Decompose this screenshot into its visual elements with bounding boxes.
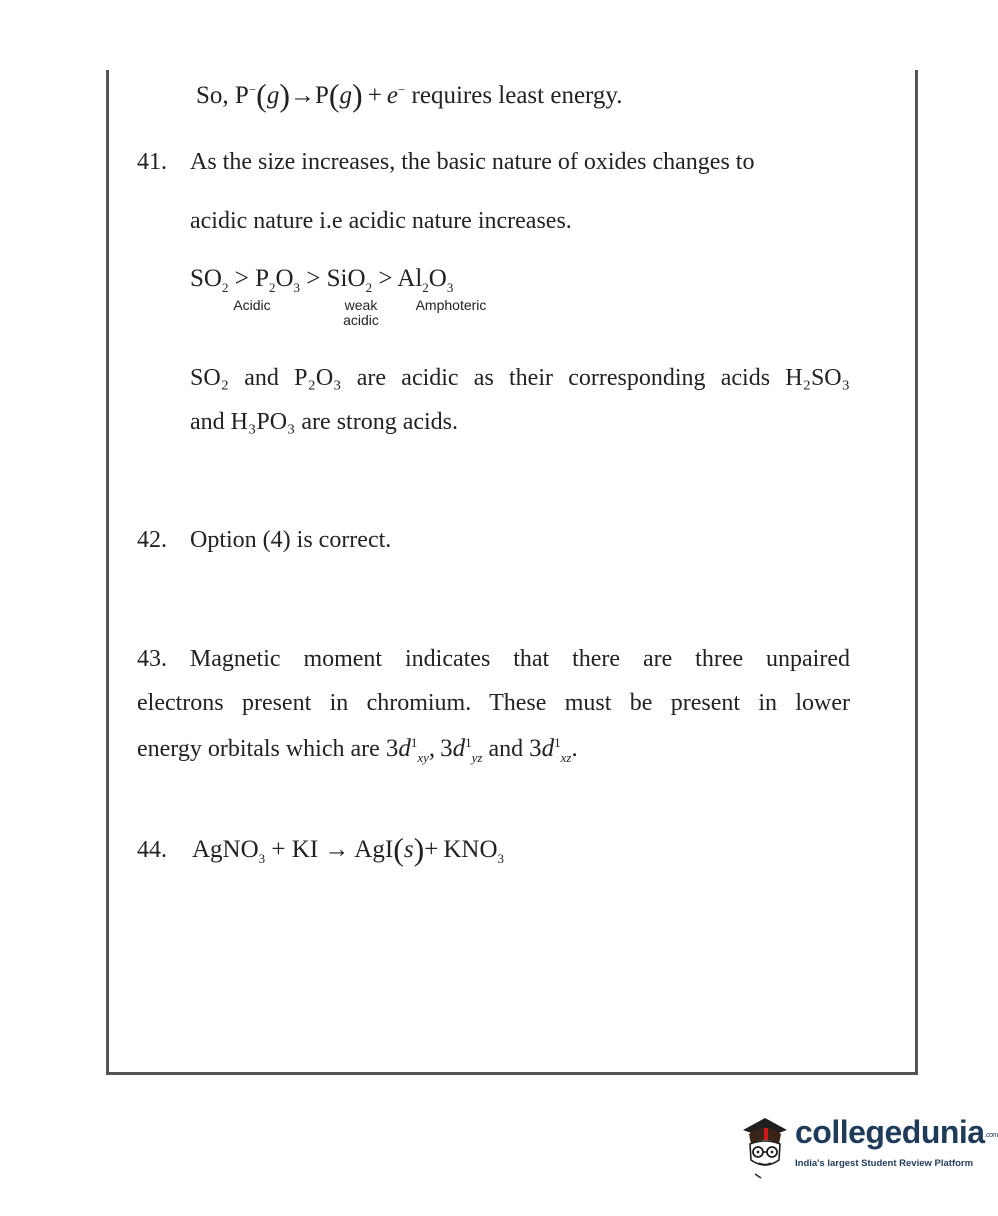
q44-equation: AgNO$_3$ + KI → $AgI(s)+ KNO_3$ (192, 831, 505, 867)
q41-line-1: As the size increases, the basic nature of oxides changes to (190, 149, 755, 175)
q41-number: 41. (137, 149, 167, 175)
collegedunia-logo[interactable] (735, 1108, 998, 1183)
q42-text: Option (4) is correct. (190, 527, 392, 553)
label-weak-acidic: acidic (343, 312, 379, 328)
mascot-icon (735, 1108, 797, 1183)
label-weak: weak (344, 297, 378, 313)
logo-tagline: India's largest Student Review Platform (795, 1158, 974, 1169)
energy-conclusion-line: So, P−(g)→P(g) + e− requires least energy. (196, 77, 623, 113)
label-acidic: Acidic (233, 297, 271, 313)
q42-number: 42. (137, 527, 167, 553)
q43-line-1: 43. Magnetic moment indicates that there are three unpaired (137, 646, 850, 672)
q43-line-3: energy orbitals which are $3d^1_{xy}$, $3d^1_{yz}$ and $3d^1_{xz}$. (137, 735, 578, 765)
q43-line-2: electrons present in chromium. These must be present in lower (137, 690, 850, 716)
q41-line-2: acidic nature i.e acidic nature increases. (190, 208, 572, 234)
q44-number: 44. (137, 837, 167, 863)
q41-para-1: SO₂ and P₂O₃ are acidic as their corresponding acids H₂SO₃ (190, 365, 850, 391)
q41-para-2: and H₃PO₃ are strong acids. (190, 409, 459, 435)
label-amphoteric: Amphoteric (415, 297, 487, 313)
oxide-acidity-series: $SO_2 > P_2O_3 > SiO_2 > Al_2O_3$ (190, 265, 454, 295)
logo-wordmark: collegedunia.com (795, 1114, 998, 1150)
